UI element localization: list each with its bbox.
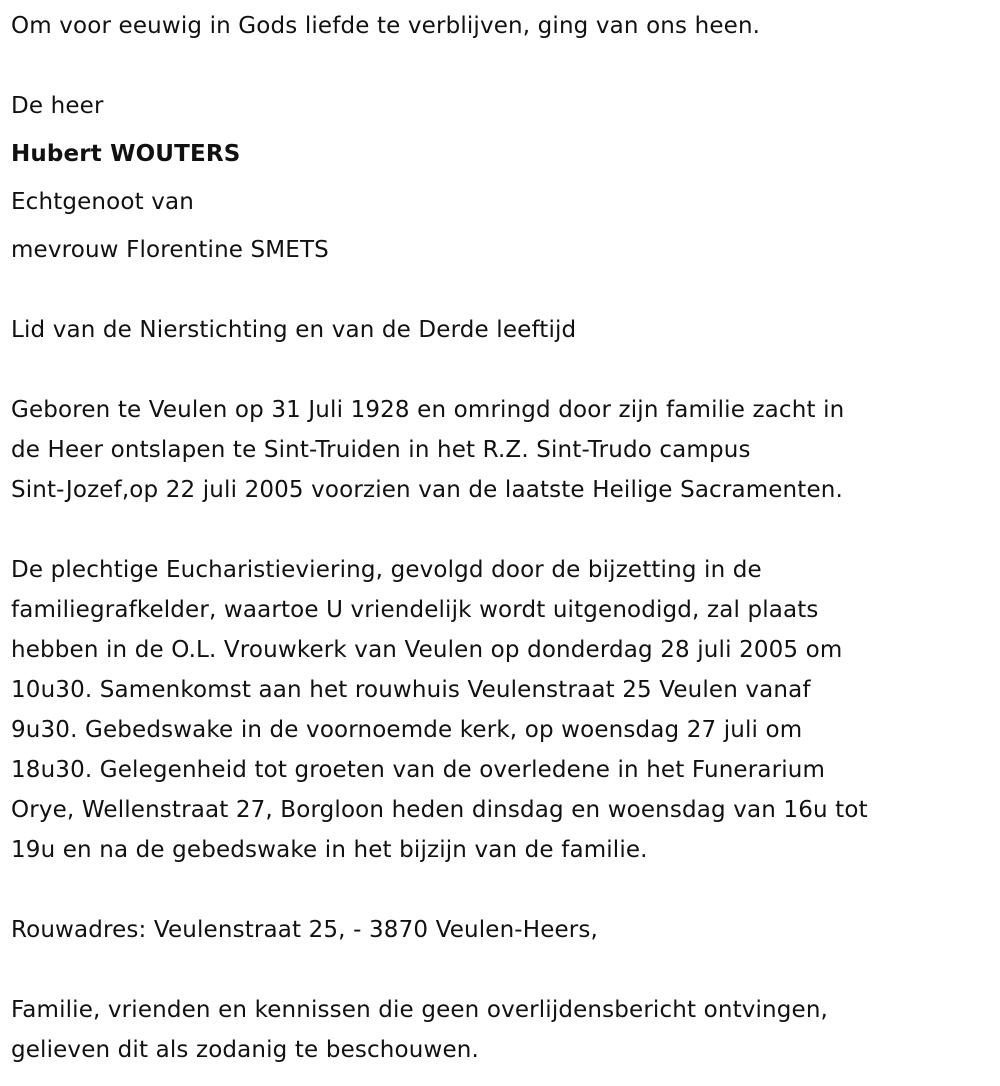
birth-death-line: de Heer ontslapen te Sint-Truiden in het R.Z. Sint-Trudo campus [11, 437, 751, 463]
closing-line: gelieven dit als zodanig te beschouwen. [11, 1037, 479, 1063]
ceremony-line: 10u30. Samenkomst aan het rouwhuis Veulenstraat 25 Veulen vanaf [11, 677, 811, 703]
deceased-name: Hubert WOUTERS [11, 141, 241, 167]
birth-death-line: Geboren te Veulen op 31 Juli 1928 en omringd door zijn familie zacht in [11, 397, 845, 423]
membership-text: Lid van de Nierstichting en van de Derde leeftijd [11, 317, 577, 343]
ceremony-line: Orye, Wellenstraat 27, Borgloon heden dinsdag en woensdag van 16u tot [11, 797, 868, 823]
ceremony-line: 18u30. Gelegenheid tot groeten van de overledene in het Funerarium [11, 757, 826, 783]
intro-text: Om voor eeuwig in Gods liefde te verblijven, ging van ons heen. [11, 13, 761, 39]
spouse-prefix: Echtgenoot van [11, 189, 194, 215]
closing-line: Familie, vrienden en kennissen die geen overlijdensbericht ontvingen, [11, 997, 829, 1023]
ceremony-line: hebben in de O.L. Vrouwkerk van Veulen op donderdag 28 juli 2005 om [11, 637, 843, 663]
ceremony-line: 19u en na de gebedswake in het bijzijn van de familie. [11, 837, 648, 863]
ceremony-line: familiegrafkelder, waartoe U vriendelijk wordt uitgenodigd, zal plaats [11, 597, 819, 623]
salutation: De heer [11, 93, 104, 119]
ceremony-line: 9u30. Gebedswake in de voornoemde kerk, op woensdag 27 juli om [11, 717, 803, 743]
birth-death-line: Sint-Jozef,op 22 juli 2005 voorzien van de laatste Heilige Sacramenten. [11, 477, 843, 503]
spouse-name: mevrouw Florentine SMETS [11, 237, 329, 263]
ceremony-line: De plechtige Eucharistieviering, gevolgd door de bijzetting in de [11, 557, 762, 583]
mourning-address: Rouwadres: Veulenstraat 25, - 3870 Veulen-Heers, [11, 917, 598, 943]
